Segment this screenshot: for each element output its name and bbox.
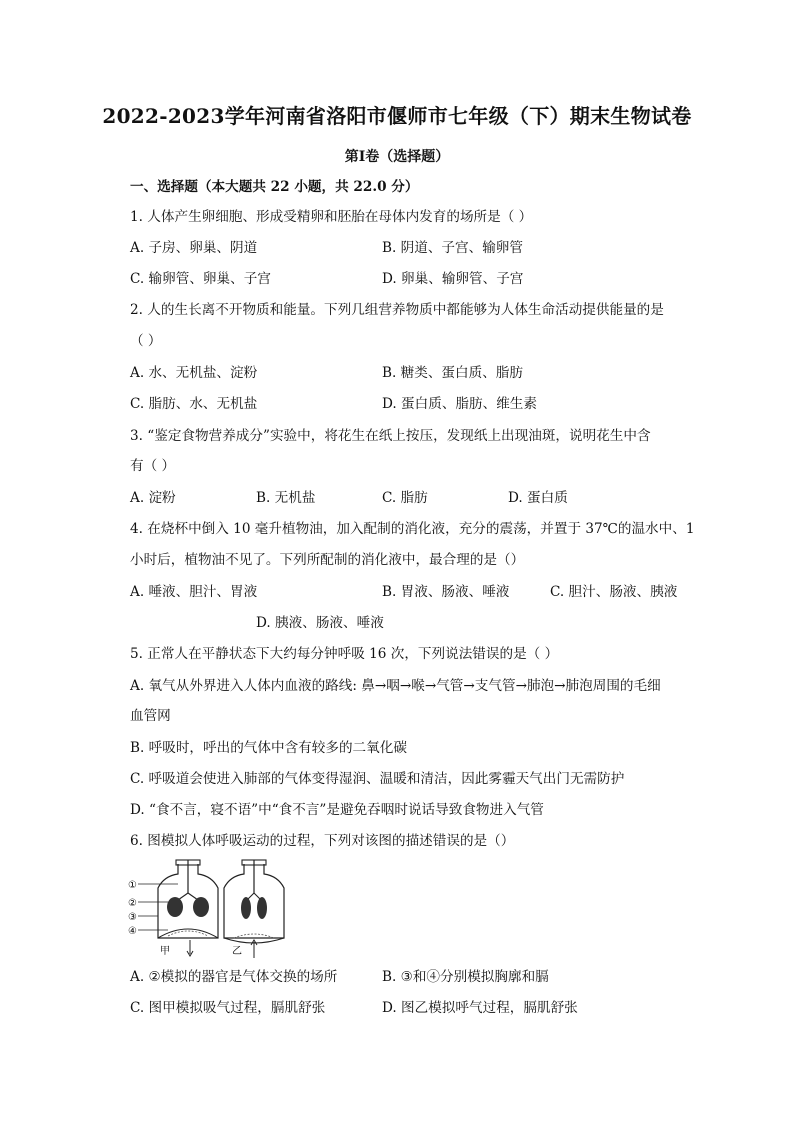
question-2-stem-line-1: 2. 人的生长离不开物质和能量。下列几组营养物质中都能够为人体生命活动提供能量的是 [130, 302, 664, 318]
question-5-option-a: A. 氧气从外界进入人体内血液的路线: 鼻→咽→喉→气管→支气管→肺泡→肺泡周围的毛细 [130, 678, 661, 694]
question-4-stem-line-1: 4. 在烧杯中倒入 10 毫升植物油，加入配制的消化液，充分的震荡，并置于 37℃的温水中、1 [130, 521, 695, 537]
figure-caption-b: 乙 [232, 946, 242, 957]
question-3-option-b: B. 无机盐 [256, 490, 316, 506]
question-2-option-d: D. 蛋白质、脂肪、维生素 [382, 396, 537, 412]
question-4-option-d: D. 胰液、肠液、唾液 [256, 615, 384, 631]
question-5-stem: 5. 正常人在平静状态下大约每分钟呼吸 16 次，下列说法错误的是（ ） [130, 646, 559, 662]
question-4-option-a: A. 唾液、胆汁、胃液 [130, 584, 258, 600]
question-5-option-d: D. “食不言，寝不语”中“食不言”是避免吞咽时说话导致食物进入气管 [130, 802, 544, 818]
question-2-option-b: B. 糖类、蛋白质、脂肪 [382, 365, 523, 381]
question-3-stem-line-1: 3. “鉴定食物营养成分”实验中，将花生在纸上按压，发现纸上出现油斑，说明花生中含 [130, 428, 651, 444]
question-3-option-c: C. 脂肪 [382, 490, 428, 506]
question-5-option-c: C. 呼吸道会使进入肺部的气体变得湿润、温暖和清洁，因此雾霾天气出门无需防护 [130, 771, 625, 787]
figure-label-2: ② [128, 898, 137, 909]
question-4-option-c: C. 胆汁、肠液、胰液 [550, 584, 678, 600]
exam-title: 2022-2023学年河南省洛阳市偃师市七年级（下）期末生物试卷 [102, 104, 692, 128]
section-heading: 一、选择题（本大题共 22 小题，共 22.0 分） [130, 179, 419, 195]
question-4-option-b: B. 胃液、肠液、唾液 [382, 584, 510, 600]
question-3-option-d: D. 蛋白质 [508, 490, 568, 506]
breathing-model-figure [128, 858, 288, 962]
question-1-stem: 1. 人体产生卵细胞、形成受精卵和胚胎在母体内发育的场所是（ ） [130, 209, 533, 225]
bell-jar-b [224, 860, 284, 958]
figure-label-4: ④ [128, 926, 137, 937]
figure-label-1: ① [128, 880, 137, 891]
question-4-stem-line-2: 小时后，植物油不见了。下列所配制的消化液中，最合理的是（） [130, 552, 525, 568]
question-6-option-a: A. ②模拟的器官是气体交换的场所 [130, 969, 338, 985]
question-5-option-a-cont: 血管网 [130, 708, 171, 724]
question-2-option-c: C. 脂肪、水、无机盐 [130, 396, 258, 412]
figure-label-3: ③ [128, 912, 137, 923]
question-1-option-d: D. 卵巢、输卵管、子宫 [382, 271, 524, 287]
figure-labels [128, 880, 242, 957]
question-6-option-c: C. 图甲模拟吸气过程，膈肌舒张 [130, 1000, 326, 1016]
figure-caption-a: 甲 [160, 946, 170, 957]
volume-title: 第I卷（选择题） [344, 149, 450, 165]
question-1-option-c: C. 输卵管、卵巢、子宫 [130, 271, 271, 287]
question-2-option-a: A. 水、无机盐、淀粉 [130, 365, 258, 381]
question-6-stem: 6. 图模拟人体呼吸运动的过程，下列对该图的描述错误的是（） [130, 833, 515, 849]
question-6-option-b: B. ③和④分别模拟胸廓和膈 [382, 969, 549, 985]
question-1-option-a: A. 子房、卵巢、阴道 [130, 240, 258, 256]
question-6-option-d: D. 图乙模拟呼气过程，膈肌舒张 [382, 1000, 578, 1016]
question-3-option-a: A. 淀粉 [130, 490, 176, 506]
bell-jar-a [158, 860, 218, 956]
question-1-option-b: B. 阴道、子宫、输卵管 [382, 240, 523, 256]
question-2-stem-line-2: （ ） [130, 333, 162, 349]
question-3-stem-line-2: 有（ ） [130, 458, 176, 474]
question-5-option-b: B. 呼吸时，呼出的气体中含有较多的二氧化碳 [130, 740, 407, 756]
